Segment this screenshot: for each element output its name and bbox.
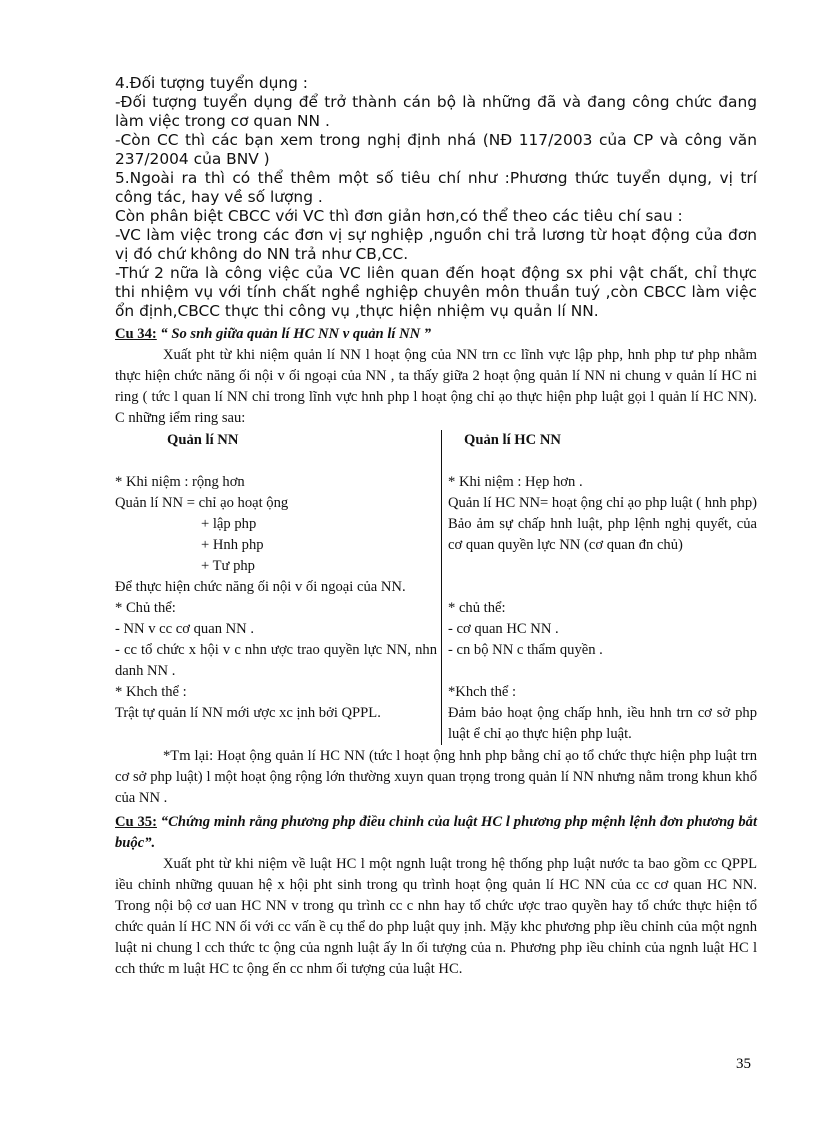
document-page <box>115 74 757 980</box>
cell-line: Bảo ảm sự chấp hnh luật, php lệnh nghị quyết, của cơ quan quyền lực NN (cơ quan đn chủ) <box>448 516 757 553</box>
table-header-row <box>115 430 757 472</box>
question-34-intro: Xuất pht từ khi niệm quản lí NN l hoạt ộng của NN trn cc lĩnh vực lập php, hnh php tư php nhằm thực hiện chức năng ối nội v ối ngoại của NN , ta thấy giữa 2 hoạt ộng quản lí NN ni chung v quản lí HC ni ring ( tức l quan lí NN chỉ trong lĩnh vực hnh php l hoạt ộng chỉ ạo thực hiện php luật gọi l quản lí HC NN). C những iểm ring sau: <box>115 347 757 426</box>
paragraph: Còn phân biệt CBCC với VC thì đơn giản hơn,có thể theo các tiêu chí sau : <box>115 207 683 225</box>
question-number: Cu 34: <box>115 326 157 342</box>
question-34-summary: *Tm lại: Hoạt ộng quản lí HC NN (tức l hoạt ộng hnh php bằng chỉ ạo tổ chức thực hiện php luật trn cơ sở php luật) l một hoạt ộng rộng lớn thường xuyn quan trọng trong quản lí NN nhưng nằm trong khun khổ của NN . <box>115 748 757 806</box>
paragraph: -Còn CC thì các bạn xem trong nghị định nhá (NĐ 117/2003 của CP và công văn 237/2004 của BNV ) <box>115 131 757 168</box>
page-number: 35 <box>736 1056 751 1072</box>
question-number: Cu 35: <box>115 814 157 830</box>
table-row <box>115 598 757 682</box>
paragraph: -Thứ 2 nữa là công việc của VC liên quan đến hoạt động sx phi vật chất, chỉ thực thi nhiệm vụ với tính chất nghề nghiệp chuyên môn thuần tuý ,còn CBCC làm việc ổn định,CBCC thực thi công vụ ,thực hiện nhiệm vụ quản lí NN. <box>115 264 757 320</box>
cell-line: * Chủ thể: <box>115 600 176 616</box>
question-title: “ So snh giữa quản lí HC NN v quản lí NN ” <box>160 326 432 342</box>
cell-line: + Tư php <box>201 558 255 574</box>
question-35-body: Xuất pht từ khi niệm về luật HC l một ngnh luật trong hệ thống php luật nước ta bao gồm cc QPPL iều chỉnh những quuan hệ x hội pht sinh trong qu trình hoạt ộng quản lí HC NN của cc cơ quan HC NN. Trong nội bộ cơ uan HC NN v trong qu trình cc c nhn hay tổ chức ược trao quyền hay tổ chức thực hiện tổ chức quản lí HC NN ối với cc vấn ề cụ thể do php luật quy ịnh. Mặy khc phương php iều chỉnh của một ngnh luật ni chung l cch thức tc ộng của ngnh luật ấy ln ối tượng của n. Phương php iều chỉnh của ngnh luật HC l cch thức m luật HC tc ộng ến cc nhm ối tượng của luật HC. <box>115 856 757 977</box>
table-header-left: Quản lí NN <box>115 430 442 472</box>
cell-line: - cơ quan HC NN . <box>448 621 559 637</box>
cell-line: Để thực hiện chức năng ối nội v ối ngoại của NN. <box>115 579 406 595</box>
cell-line: Quản lí NN = chỉ ạo hoạt ộng <box>115 495 289 511</box>
table-header-right: Quản lí HC NN <box>464 432 561 448</box>
cell-line: + lập php <box>201 516 257 532</box>
cell-line: *Khch thể : <box>448 684 517 700</box>
cell-line: * Khch thể : <box>115 684 187 700</box>
table-row <box>115 472 757 598</box>
paragraph: 4.Đối tượng tuyển dụng : <box>115 74 308 92</box>
cell-line: Trật tự quản lí NN mới ược xc ịnh bởi QPPL. <box>115 705 381 721</box>
cell-line: - cc tổ chức x hội v c nhn ược trao quyền lực NN, nhn danh NN . <box>115 642 437 679</box>
paragraph: -VC làm việc trong các đơn vị sự nghiệp ,nguồn chi trả lương từ hoạt động của đơn vị đó chứ không do NN trả như CB,CC. <box>115 226 757 263</box>
question-35-heading <box>115 812 757 854</box>
comparison-table <box>115 430 757 745</box>
paragraph: -Đối tượng tuyển dụng để trở thành cán bộ là những đã và đang công chức đang làm việc trong cơ quan NN . <box>115 93 757 130</box>
cell-line: * Khi niệm : rộng hơn <box>115 474 245 490</box>
cell-line: - NN v cc cơ quan NN . <box>115 621 255 637</box>
cell-line: - cn bộ NN c thẩm quyền . <box>448 642 603 658</box>
intro-section <box>115 74 757 321</box>
table-row <box>115 682 757 745</box>
question-34-heading <box>115 324 757 345</box>
cell-line: * chủ thể: <box>448 600 506 616</box>
cell-line: Quản lí HC NN= hoạt ộng chỉ ạo php luật ( hnh php) <box>448 495 757 511</box>
cell-line: Đảm bảo hoạt ộng chấp hnh, iều hnh trn cơ sở php luật ể chỉ ạo thực hiện php luật. <box>448 705 757 742</box>
question-34 <box>115 324 757 809</box>
cell-line: + Hnh php <box>201 537 264 553</box>
paragraph: 5.Ngoài ra thì có thể thêm một số tiêu chí như :Phương thức tuyển dụng, vị trí công tác, hay về số lượng . <box>115 169 757 206</box>
question-title: “Chứng minh rằng phương php điều chỉnh của luật HC l phương php mệnh lệnh đơn phương bắt buộc”. <box>115 814 758 851</box>
question-35 <box>115 812 757 980</box>
cell-line: * Khi niệm : Hẹp hơn . <box>448 474 583 490</box>
